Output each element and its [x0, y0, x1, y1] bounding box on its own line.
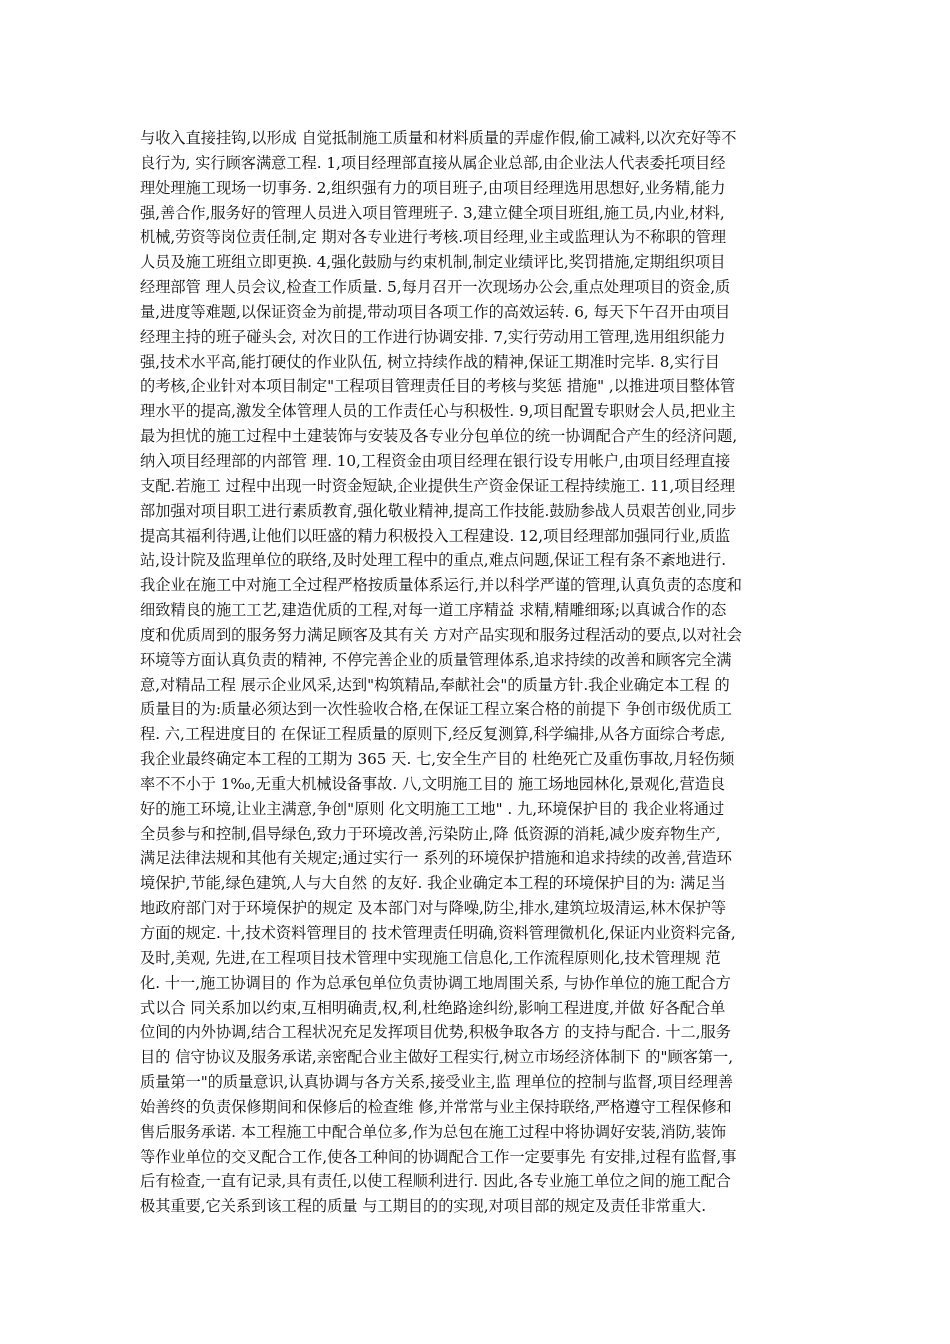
text-line: 最为担忧的施工过程中土建装饰与安装及各专业分包单位的统一协调配合产生的经济问题,	[140, 427, 738, 446]
text-line: 提高其福利待遇,让他们以旺盛的精力积极投入工程建设. 12,项目经理部加强同行业,质监	[140, 526, 731, 545]
text-line: 我企业最终确定本工程的工期为 365 天. 七,安全生产目的 杜绝死亡及重伤事故,月轻伤频	[140, 750, 735, 769]
text-line: 量,进度等难题,以保证资金为前提,带动项目各项工作的高效运转. 6, 每天下午召开由项目	[140, 302, 731, 321]
text-line: 理水平的提高,激发全体管理人员的工作责任心与积极性. 9,项目配置专职财会人员,把业主	[140, 402, 736, 421]
text-line: 式以合 同关系加以约束,互相明确责,权,利,杜绝路途纠纷,影响工程进度,并做 好各配合单	[140, 998, 726, 1017]
text-line: 环境等方面认真负责的精神, 不停完善企业的质量管理体系,追求持续的改善和顾客完全满	[140, 650, 732, 669]
text-line: 强,善合作,服务好的管理人员进入项目管理班子. 3,建立健全项目班组,施工员,内业,材料,	[140, 203, 725, 222]
text-line: 目的 信守协议及服务承诺,亲密配合业主做好工程实行,树立市场经济体制下 的"顾客第一,	[140, 1048, 734, 1067]
text-line: 经理部管 理人员会议,检查工作质量. 5,每月召开一次现场办公会,重点处理项目的资金,质	[140, 278, 731, 297]
text-line: 方面的规定. 十,技术资料管理目的 技术管理责任明确,资料管理微机化,保证内业资料完备,	[140, 924, 736, 942]
text-line: 极其重要,它关系到该工程的质量 与工期目的的实现,对项目部的规定及责任非常重大.	[140, 1197, 707, 1216]
text-line: 与收入直接挂钩,以形成 自觉抵制施工质量和材料质量的弄虚作假,偷工减料,以次充好等不	[140, 129, 737, 147]
text-line: 站,设计院及监理单位的联络,及时处理工程中的重点,难点问题,保证工程有条不紊地进行.	[140, 551, 727, 570]
text-line: 位间的内外协调,结合工程状况充足发挥项目优势,积极争取各方 的支持与配合. 十二,服务	[140, 1023, 731, 1042]
text-line: 经理主持的班子碰头会, 对次日的工作进行协调安排. 7,实行劳动用工管理,选用组织能力	[140, 327, 726, 346]
text-line: 好的施工环境,让业主满意,争创"原则 化文明施工工地" . 九,环境保护目的 我企业将通过	[140, 799, 725, 818]
text-line: 的考核,企业针对本项目制定"工程项目管理责任目的考核与奖惩 措施" ,以推进项目整体管	[140, 377, 736, 396]
text-line: 理处理施工现场一切事务. 2,组织强有力的项目班子,由项目经理选用思想好,业务精,能力	[140, 178, 726, 197]
text-line: 部加强对项目职工进行素质教育,强化敬业精神,提高工作技能.鼓励参战人员艰苦创业,同步	[140, 501, 737, 520]
text-line: 及时,美观, 先进,在工程项目技术管理中实现施工信息化,工作流程原则化,技术管理规 范	[140, 948, 721, 967]
text-line: 始善终的负责保修期间和保修后的检查维 修,并常常与业主保持联络,严格遵守工程保修和	[140, 1097, 732, 1116]
body-text	[140, 126, 830, 1219]
text-line: 我企业在施工中对施工全过程严格按质量体系运行,并以科学严谨的管理,认真负责的态度和	[140, 576, 742, 595]
text-line: 后有检查,一直有记录,具有责任,以使工程顺利进行. 因此,各专业施工单位之间的施工配合	[140, 1172, 731, 1191]
text-line: 意,对精品工程 展示企业风采,达到"构筑精品,奉献社会"的质量方针.我企业确定本工程 的	[140, 675, 730, 694]
text-line: 境保护,节能,绿色建筑,人与大自然 的友好. 我企业确定本工程的环境保护目的为: 满足当	[140, 874, 726, 893]
text-line: 全员参与和控制,倡导绿色,致力于环境改善,污染防止,降 低资源的消耗,减少废弃物生产,	[140, 824, 721, 843]
text-line: 等作业单位的交叉配合工作,使各工种间的协调配合工作一定要事先 有安排,过程有监督,事	[140, 1147, 737, 1166]
text-line: 满足法律法规和其他有关规定;通过实行一 系列的环境保护措施和追求持续的改善,营造环	[140, 849, 732, 868]
text-line: 人员及施工班组立即更换. 4,强化鼓励与约束机制,制定业绩评比,奖罚措施,定期组织项目	[140, 253, 726, 272]
text-line: 程. 六,工程进度目的 在保证工程质量的原则下,经反复测算,科学编排,从各方面综合考虑,	[140, 725, 726, 744]
text-line: 机械,劳资等岗位责任制,定 期对各专业进行考核.项目经理,业主或监理认为不称职的管理	[140, 228, 727, 247]
text-line: 化. 十一,施工协调目的 作为总承包单位负责协调工地周围关系, 与协作单位的施工配合方	[140, 973, 731, 992]
text-line: 率不不小于 1‰,无重大机械设备事故. 八,文明施工目的 施工场地园林化,景观化,营造良	[140, 774, 726, 793]
text-line: 细致精良的施工工艺,建造优质的工程,对每一道工序精益 求精,精雕细琢;以真诚合作的态	[140, 601, 727, 620]
text-line: 质量第一"的质量意识,认真协调与各方关系,接受业主,监 理单位的控制与监督,项目经理善	[140, 1073, 734, 1092]
text-line: 支配.若施工 过程中出现一时资金短缺,企业提供生产资金保证工程持续施工. 11,项目经理	[140, 476, 736, 495]
text-line: 良行为, 实行顾客满意工程. 1,项目经理部直接从属企业总部,由企业法人代表委托项目经	[140, 153, 726, 172]
text-line: 地政府部门对于环境保护的规定 及本部门对与降噪,防尘,排水,建筑垃圾清运,林木保护等	[140, 899, 727, 918]
text-line: 质量目的为:质量必须达到一次性验收合格,在保证工程立案合格的前提下 争创市级优质工	[140, 700, 732, 719]
text-line: 纳入项目经理部的内部管 理. 10,工程资金由项目经理在银行设专用帐户,由项目经理直接	[140, 451, 731, 470]
text-line: 售后服务承诺. 本工程施工中配合单位多,作为总包在施工过程中将协调好安装,消防,装饰	[140, 1122, 727, 1141]
text-line: 强,技术水平高,能打硬仗的作业队伍, 树立持续作战的精神,保证工期准时完毕. 8,实行目	[140, 352, 720, 371]
text-line: 度和优质周到的服务努力满足顾客及其有关 方对产品实现和服务过程活动的要点,以对社会	[140, 625, 742, 644]
